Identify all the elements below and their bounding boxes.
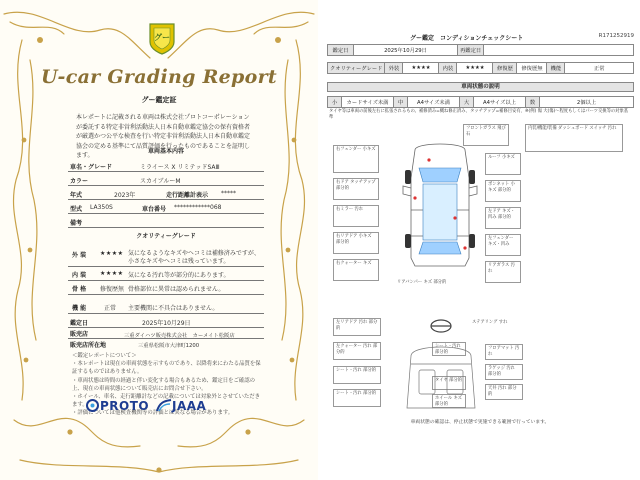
windshield-shape: [419, 168, 461, 182]
note-box-right-door: 右ドア タッチアップ 部分的: [333, 178, 379, 200]
frame-label: 骨 格: [72, 286, 87, 293]
repair-value: 修復歴無: [517, 63, 547, 74]
dealer-value: 三重ダイハツ販売株式会社 カーメイト松阪店: [124, 333, 235, 339]
mileage-value: *****: [221, 190, 236, 197]
note-line: ・ホイール、車名、走行距離計などの記載については対象外とさせていただきます。: [72, 394, 261, 409]
size-medium-label: 中: [394, 97, 408, 108]
note-box-wheel: ホイール キズ 部分的: [432, 394, 466, 408]
reinspect-label: 再鑑定日: [458, 45, 484, 56]
size-large-desc: A4サイズ以上: [474, 97, 526, 108]
divider: [68, 227, 264, 228]
mileage-label: 走行距離計表示: [166, 192, 209, 199]
note-line: ・車両状態は時間の経過と伴い変化する場合もあるため、鑑定日をご確認の上、現在の車両状態について販売店にお問合せ下さい。: [72, 377, 256, 392]
divider: [68, 171, 264, 172]
certificate-title: U-car Grading Report: [40, 66, 277, 88]
vehicle-section-heading: 車両基本内容: [147, 148, 184, 155]
count-label: 数: [526, 97, 540, 108]
note-box-ceiling: 天井 汚れ 部分的: [485, 384, 523, 400]
location-value: 三重県松阪市大津町1200: [138, 343, 200, 349]
note-line: ・評価については他検査機関等の評価とは異なる場合があります。: [72, 410, 234, 417]
interior-text: 気になる汚れ等が部分的にあります。: [128, 272, 230, 279]
note-rear-bumper: リアバンパー キズ 部分的: [397, 280, 447, 285]
note-line: ＜鑑定レポートについて＞: [72, 353, 137, 359]
note-steering: ステアリング すれ: [472, 320, 508, 325]
certificate-intro: 本レポートに記載される車両は株式会社プロトコーポレーションが委託する特定非営利活動法人日本自動車鑑定協会の保有資格者が厳選かつ公平な検査を行い特定非営利活動法人日本自動車鑑定協会の定める基準にて品質評価を行ったものであることを証明します。: [76, 114, 251, 160]
chassis-value: ************068: [174, 204, 222, 211]
note-box-windshield: フロントガラス 飛び石: [463, 124, 509, 146]
note-box-floor-mat: フロアマット 汚れ: [485, 344, 523, 360]
dealer-label: 販売店: [70, 331, 89, 338]
note-box-luggage: ラゲッジ 汚れ 部分的: [485, 364, 523, 380]
exterior-label: 外装: [385, 63, 403, 74]
note-box-seat-rear: シート・汚れ 部分的: [333, 389, 381, 407]
note-box-interior: 内装/機能/装備 ダッシュボード スイッチ 汚れ: [525, 124, 623, 152]
exterior-stars: ★★★★: [403, 63, 439, 74]
chassis-label: 車台番号: [142, 206, 167, 213]
interior-stars: ★★★★: [100, 270, 124, 277]
date-label: 鑑定日: [328, 45, 354, 56]
divider: [68, 185, 264, 186]
note-box-right-rear-door: 右リアドア 小キズ 部分的: [333, 232, 379, 254]
note-box-right-quarter: 右クォーター キズ: [333, 259, 379, 281]
interior-stars: ★★★★: [457, 63, 493, 74]
color-value: スカイブルーM: [140, 178, 181, 185]
date-table: [327, 44, 634, 56]
sheet-serial: R171252919: [598, 33, 634, 39]
note-box-right-fender: 右フェンダー 小キズ: [333, 145, 379, 173]
year-value: 2023年: [114, 192, 136, 199]
frame-text: 骨格部位に異常は認められません。: [128, 286, 225, 293]
divider: [68, 213, 264, 214]
reinspect-value: [484, 45, 634, 56]
car-top-view-diagram: [385, 138, 495, 414]
note-box-roof: ルーフ 小キズ: [485, 153, 521, 175]
certificate-subtitle: グー鑑定証: [141, 96, 177, 104]
type-label: 型式: [70, 206, 83, 213]
color-label: カラー: [70, 178, 89, 185]
size-small-label: 小: [328, 97, 342, 108]
size-legend-table: [327, 96, 634, 108]
note-box-tire: タイヤ 部分的: [432, 376, 466, 390]
mechanical-label: 機 能: [72, 305, 87, 312]
note-box-rear-glass: リアガラス 汚れ: [485, 261, 521, 283]
mechanical-value: 正常: [104, 305, 117, 312]
size-medium-desc: A4サイズ未満: [408, 97, 460, 108]
note-box-seat-front: シート・汚れ 部分的: [333, 366, 381, 384]
note-line: ・本レポートは現在の車両状態を示すものであり、以降将来にわたる品質を保証するものではありません。: [72, 361, 261, 376]
location-label: 販売店所在地: [70, 342, 107, 349]
exterior-stars: ★★★★: [100, 250, 124, 257]
divider: [68, 313, 264, 314]
divider: [68, 266, 264, 267]
interior-label: 内 装: [72, 272, 87, 279]
proto-logo-icon: [86, 399, 99, 412]
memo-label: 備考: [70, 220, 83, 227]
note-box-left-rear-door: 左リアドア 汚れ 部分的: [333, 318, 381, 336]
divider: [68, 327, 264, 328]
sheet-footer: 車両状態の確認は、停止状態で実施できる範囲で行っています。: [410, 420, 550, 425]
rear-glass-shape: [419, 242, 461, 254]
note-box-left-door: 左ドア キズ・凹み 部分的: [485, 207, 521, 229]
function-value: 正常: [565, 63, 634, 74]
note-box-left-quarter: 左クォーター 汚れ 部分的: [333, 342, 381, 360]
interior-label: 内装: [439, 63, 457, 74]
jaaa-brand: JAAA: [172, 399, 207, 413]
model-value: ミライース X リミテッドSAⅢ: [140, 164, 220, 171]
proto-brand: PROTO: [100, 399, 150, 413]
divider: [68, 294, 264, 295]
exterior-label: 外 装: [72, 252, 87, 259]
date-value: 2025年10月29日: [142, 320, 191, 327]
sheet-title: グー鑑定 コンディションチェックシート: [410, 35, 524, 42]
note-box-right-mirror: 右ミラー 汚れ: [333, 205, 379, 227]
condition-check-sheet: [320, 0, 640, 480]
divider: [68, 338, 264, 339]
repair-label: 修復歴: [493, 63, 517, 74]
legend-note: タイヤ等は車両の前後左右に拡張されるもの。補修済み=概ね修正済み、タッチアップ=補修目安有、※(例) 傷 大(傷)～程度もしくはパーツ交換等の対象基準: [329, 109, 629, 120]
date-label: 鑑定日: [70, 320, 89, 327]
type-value: LA350S: [90, 204, 113, 211]
quality-table: [327, 62, 634, 74]
year-label: 年式: [70, 192, 83, 199]
date-value: 2025年10月29日: [354, 45, 458, 56]
note-box-driver-seat: シート・汚れ 部分的: [432, 342, 466, 356]
model-label: 車名・グレード: [70, 164, 113, 171]
quality-label: クオリティーグレード: [328, 63, 385, 74]
divider: [68, 199, 264, 200]
jaaa-logo-icon: [156, 399, 172, 412]
note-box-bonnet: ボンネット 小キズ 部分的: [485, 180, 521, 202]
roof-shape: [423, 184, 457, 240]
count-desc: 2個以上: [540, 97, 634, 108]
frame-value: 修復歴無: [100, 286, 125, 293]
quality-section-heading: クオリティーグレード: [136, 233, 196, 240]
note-box-left-fender: 左フェンダー キズ・凹み: [485, 234, 521, 256]
size-large-label: 大: [460, 97, 474, 108]
condition-heading: 車両状態の説明: [327, 82, 634, 92]
svg-text:グー: グー: [154, 33, 170, 42]
grading-certificate: [0, 0, 318, 480]
divider: [68, 280, 264, 281]
goo-kantei-emblem-icon: [147, 20, 177, 56]
exterior-text: 気になるようなキズやヘコミは補修済みですが、小さなキズやヘコミは残っています。: [128, 250, 260, 265]
mechanical-text: 主要機関に不具合はありません。: [128, 305, 219, 312]
size-small-desc: カードサイズ未満: [342, 97, 394, 108]
function-label: 機能: [547, 63, 565, 74]
